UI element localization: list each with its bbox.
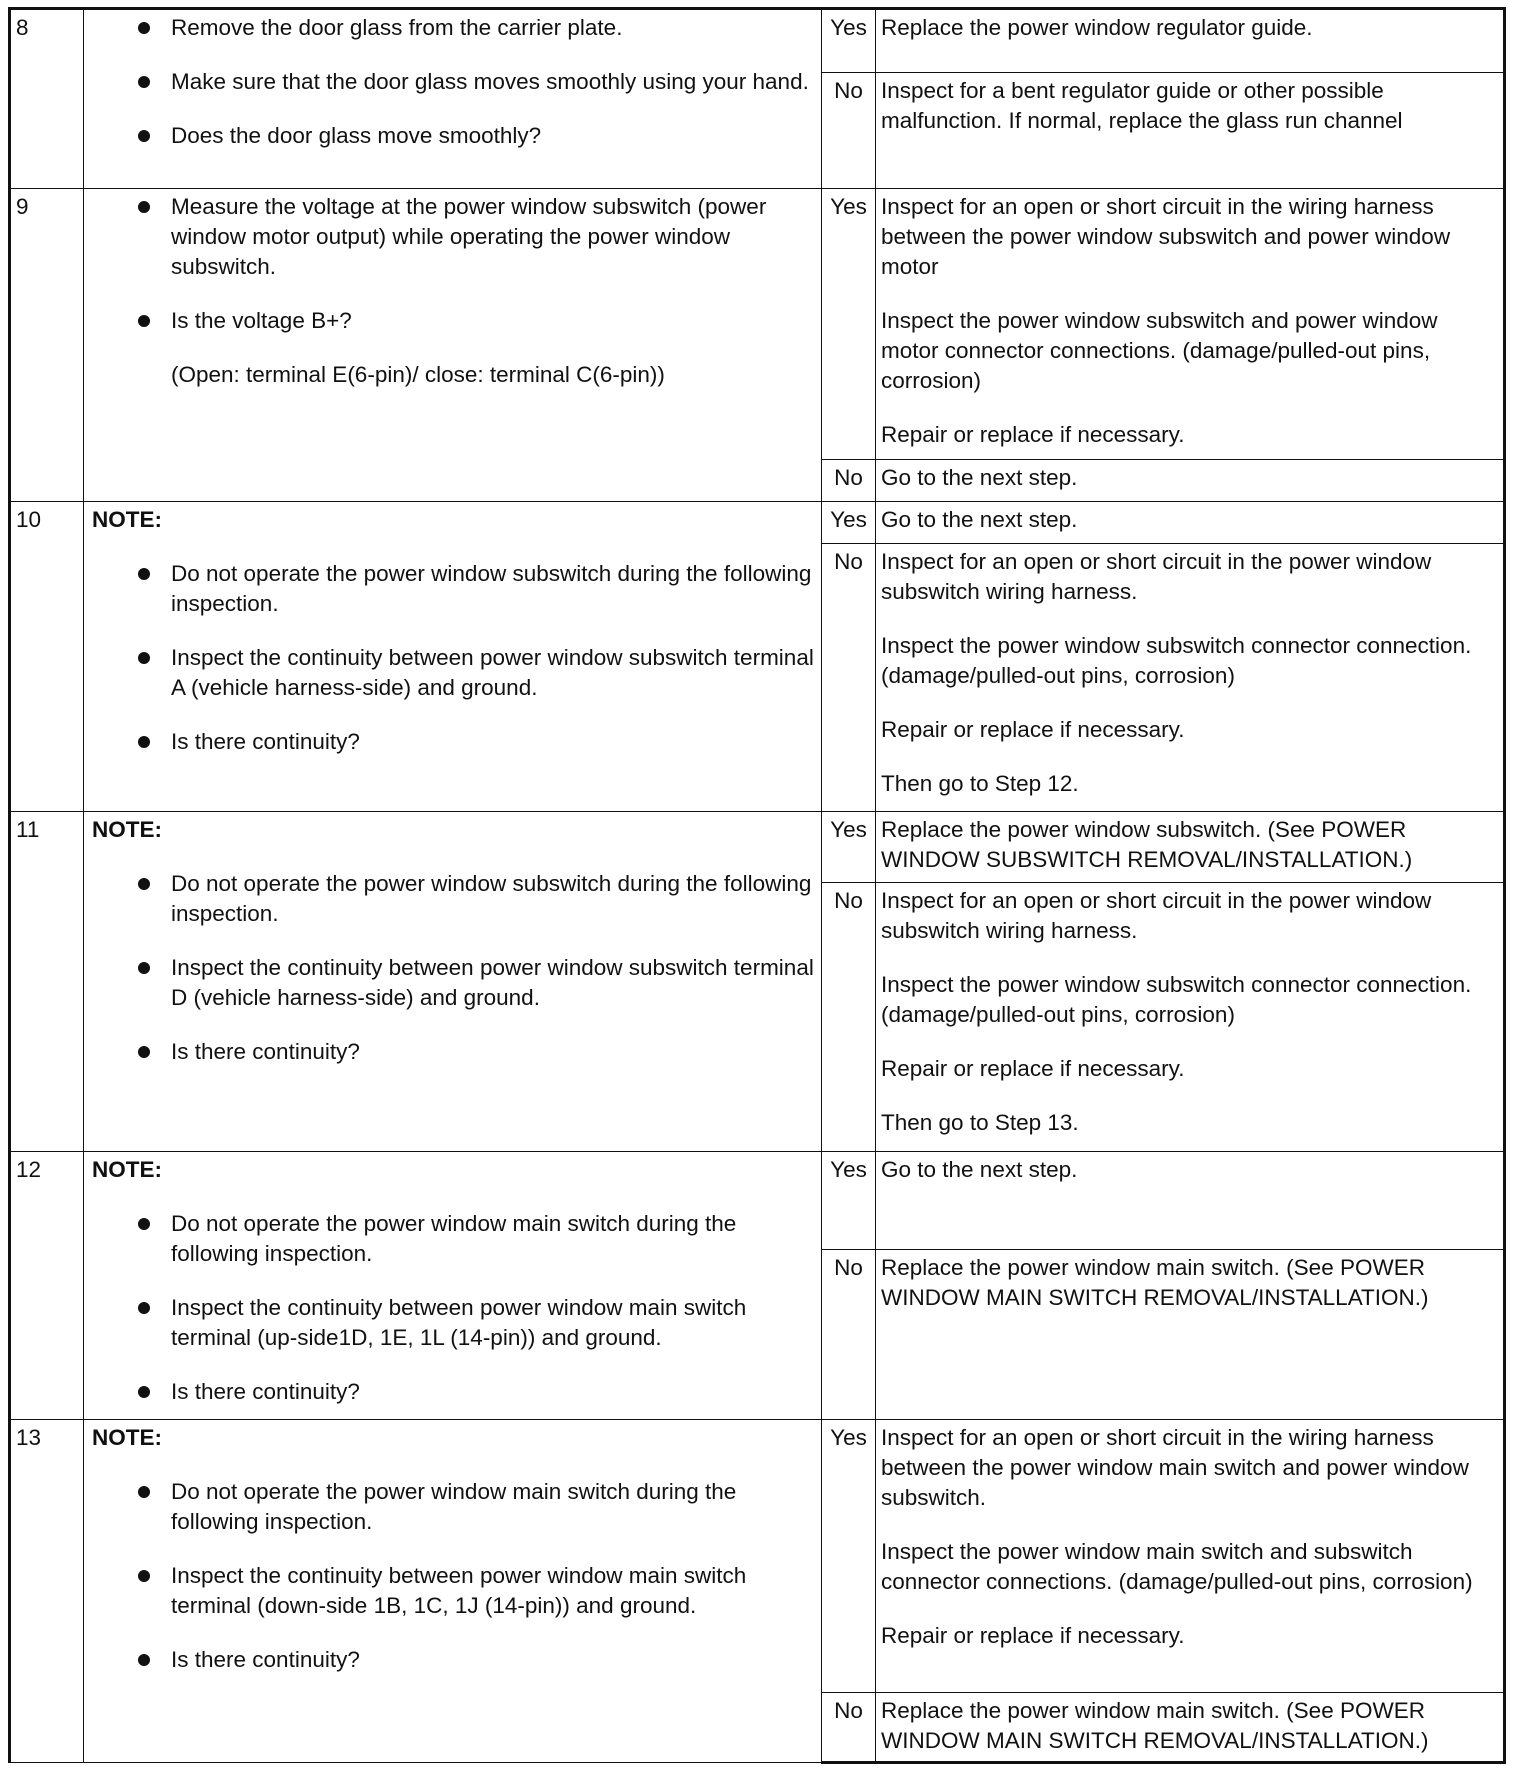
- action-cell: [876, 73, 1505, 188]
- yes-label: Yes: [830, 193, 867, 219]
- action-text: Repair or replace if necessary.: [881, 421, 1185, 447]
- bullet-icon: [138, 315, 150, 327]
- note-heading: NOTE:: [92, 507, 162, 533]
- result-cell: [822, 544, 876, 812]
- list-item: Inspect the continuity between power window subswitch terminal D (vehicle harness-side) and ground.: [92, 953, 815, 1013]
- step-number-cell: [10, 1152, 84, 1420]
- bullet-icon: [138, 736, 150, 748]
- result-cell: [822, 188, 876, 460]
- bullet-icon: [138, 1046, 150, 1058]
- yes-label: Yes: [830, 507, 867, 533]
- action-text: Inspect for an open or short circuit in the wiring harness between the power window main switch and power window subswitch.: [881, 1424, 1469, 1510]
- list-item: Is there continuity?: [92, 1037, 815, 1067]
- bullet-icon: [138, 1486, 150, 1498]
- list-item: Inspect the continuity between power window main switch terminal (down-side 1B, 1C, 1J (14-pin)) and ground.: [92, 1561, 815, 1621]
- no-label: No: [834, 1255, 863, 1281]
- step-number: 12: [16, 1157, 42, 1183]
- no-label: No: [834, 1697, 863, 1723]
- action-cell: [876, 9, 1505, 73]
- result-cell: [822, 812, 876, 883]
- list-item: Is the voltage B+?: [92, 306, 815, 336]
- bullet-icon: [138, 878, 150, 890]
- result-cell: [822, 460, 876, 502]
- list-item: Inspect the continuity between power window main switch terminal (up-side1D, 1E, 1L (14-pin)) and ground.: [92, 1293, 815, 1353]
- action-text: Go to the next step.: [881, 465, 1078, 491]
- step-number-cell: [10, 812, 84, 1152]
- action-text: Replace the power window main switch. (See POWER WINDOW MAIN SWITCH REMOVAL/INSTALLATION.): [881, 1255, 1429, 1311]
- action-cell: [876, 460, 1505, 502]
- step-number-cell: [10, 502, 84, 812]
- action-cell: [876, 812, 1505, 883]
- list-item: Does the door glass move smoothly?: [92, 121, 815, 151]
- diagnostic-table: [8, 7, 1506, 1764]
- list-item: Is there continuity?: [92, 727, 815, 757]
- action-text: Inspect the power window subswitch connector connection. (damage/pulled-out pins, corrosion): [881, 633, 1472, 689]
- yes-label: Yes: [830, 15, 867, 40]
- table-row: [10, 812, 1505, 883]
- action-text: Replace the power window regulator guide.: [881, 15, 1313, 40]
- table-row: [10, 502, 1505, 544]
- action-text: Replace the power window main switch. (See POWER WINDOW MAIN SWITCH REMOVAL/INSTALLATION.): [881, 1697, 1429, 1753]
- step-number-cell: [10, 1419, 84, 1762]
- no-label: No: [834, 549, 863, 575]
- action-cell: [876, 1152, 1505, 1250]
- list-item: Is there continuity?: [92, 1377, 815, 1407]
- bullet-icon: [138, 1302, 150, 1314]
- bullet-icon: [138, 76, 150, 88]
- step-number: 13: [16, 1424, 42, 1450]
- terminal-note: (Open: terminal E(6-pin)/ close: terminal C(6-pin)): [171, 361, 665, 387]
- action-text: Replace the power window subswitch. (See POWER WINDOW SUBSWITCH REMOVAL/INSTALLATION.): [881, 817, 1413, 873]
- action-cell: [876, 883, 1505, 1152]
- list-item: Measure the voltage at the power window subswitch (power window motor output) while operating the power window subswitch.: [92, 192, 815, 282]
- table-row: [10, 1419, 1505, 1692]
- step-number: 9: [16, 193, 29, 219]
- bullet-icon: [138, 1218, 150, 1230]
- list-item: Do not operate the power window main switch during the following inspection.: [92, 1209, 815, 1269]
- bullet-icon: [138, 1654, 150, 1666]
- action-text: Inspect the power window main switch and subswitch connector connections. (damage/pulled-out pins, corrosion): [881, 1538, 1473, 1594]
- result-cell: [822, 883, 876, 1152]
- result-cell: [822, 73, 876, 188]
- result-cell: [822, 1419, 876, 1692]
- question-cell: [84, 9, 822, 189]
- note-heading: NOTE:: [92, 817, 162, 843]
- action-text: Repair or replace if necessary.: [881, 1622, 1185, 1648]
- list-item: Is there continuity?: [92, 1645, 815, 1675]
- yes-label: Yes: [830, 817, 867, 843]
- action-text: Repair or replace if necessary.: [881, 1056, 1185, 1082]
- no-label: No: [834, 465, 863, 491]
- list-item: Make sure that the door glass moves smoothly using your hand.: [92, 67, 815, 97]
- table-row: [10, 1152, 1505, 1250]
- question-cell: [84, 188, 822, 502]
- result-cell: [822, 1692, 876, 1762]
- bullet-icon: [138, 1386, 150, 1398]
- question-cell: [84, 1152, 822, 1420]
- bullet-icon: [138, 22, 150, 34]
- note-heading: NOTE:: [92, 1424, 162, 1450]
- result-cell: [822, 1250, 876, 1419]
- note-heading: NOTE:: [92, 1157, 162, 1183]
- result-cell: [822, 1152, 876, 1250]
- action-text: Repair or replace if necessary.: [881, 717, 1185, 743]
- bullet-icon: [138, 652, 150, 664]
- action-text: Go to the next step.: [881, 507, 1078, 533]
- action-text: Then go to Step 12.: [881, 771, 1079, 797]
- question-cell: [84, 502, 822, 812]
- no-label: No: [834, 888, 863, 914]
- result-cell: [822, 502, 876, 544]
- action-cell: [876, 544, 1505, 812]
- action-text: Go to the next step.: [881, 1157, 1078, 1183]
- list-item: Do not operate the power window subswitch during the following inspection.: [92, 869, 815, 929]
- bullet-icon: [138, 130, 150, 142]
- question-cell: [84, 1419, 822, 1762]
- action-cell: [876, 1250, 1505, 1419]
- action-text: Inspect for an open or short circuit in the wiring harness between the power window subswitch and power window motor: [881, 193, 1451, 279]
- step-number: 8: [16, 15, 29, 40]
- action-text: Inspect for an open or short circuit in the power window subswitch wiring harness.: [881, 888, 1432, 944]
- bullet-icon: [138, 962, 150, 974]
- action-text: Inspect for a bent regulator guide or other possible malfunction. If normal, replace the glass run channel: [881, 78, 1403, 134]
- step-number-cell: [10, 188, 84, 502]
- bullet-icon: [138, 568, 150, 580]
- step-number: 11: [16, 817, 40, 843]
- result-cell: [822, 9, 876, 73]
- yes-label: Yes: [830, 1424, 867, 1450]
- list-item: Do not operate the power window subswitch during the following inspection.: [92, 559, 815, 619]
- no-label: No: [834, 78, 863, 104]
- table-row: [10, 188, 1505, 460]
- question-cell: [84, 812, 822, 1152]
- step-number: 10: [16, 507, 42, 533]
- yes-label: Yes: [830, 1157, 867, 1183]
- list-item: Inspect the continuity between power window subswitch terminal A (vehicle harness-side) and ground.: [92, 643, 815, 703]
- action-text: Inspect the power window subswitch and power window motor connector connections. (damage/pulled-out pins, corrosion): [881, 307, 1438, 393]
- action-cell: [876, 502, 1505, 544]
- bullet-icon: [138, 201, 150, 213]
- action-cell: [876, 1692, 1505, 1762]
- step-number-cell: [10, 9, 84, 189]
- action-cell: [876, 1419, 1505, 1692]
- table-row: [10, 9, 1505, 73]
- action-cell: [876, 188, 1505, 460]
- action-text: Inspect the power window subswitch connector connection. (damage/pulled-out pins, corrosion): [881, 972, 1472, 1028]
- bullet-icon: [138, 1570, 150, 1582]
- list-item: Do not operate the power window main switch during the following inspection.: [92, 1477, 815, 1537]
- list-item: Remove the door glass from the carrier plate.: [92, 13, 815, 43]
- action-text: Inspect for an open or short circuit in the power window subswitch wiring harness.: [881, 549, 1432, 605]
- action-text: Then go to Step 13.: [881, 1110, 1079, 1136]
